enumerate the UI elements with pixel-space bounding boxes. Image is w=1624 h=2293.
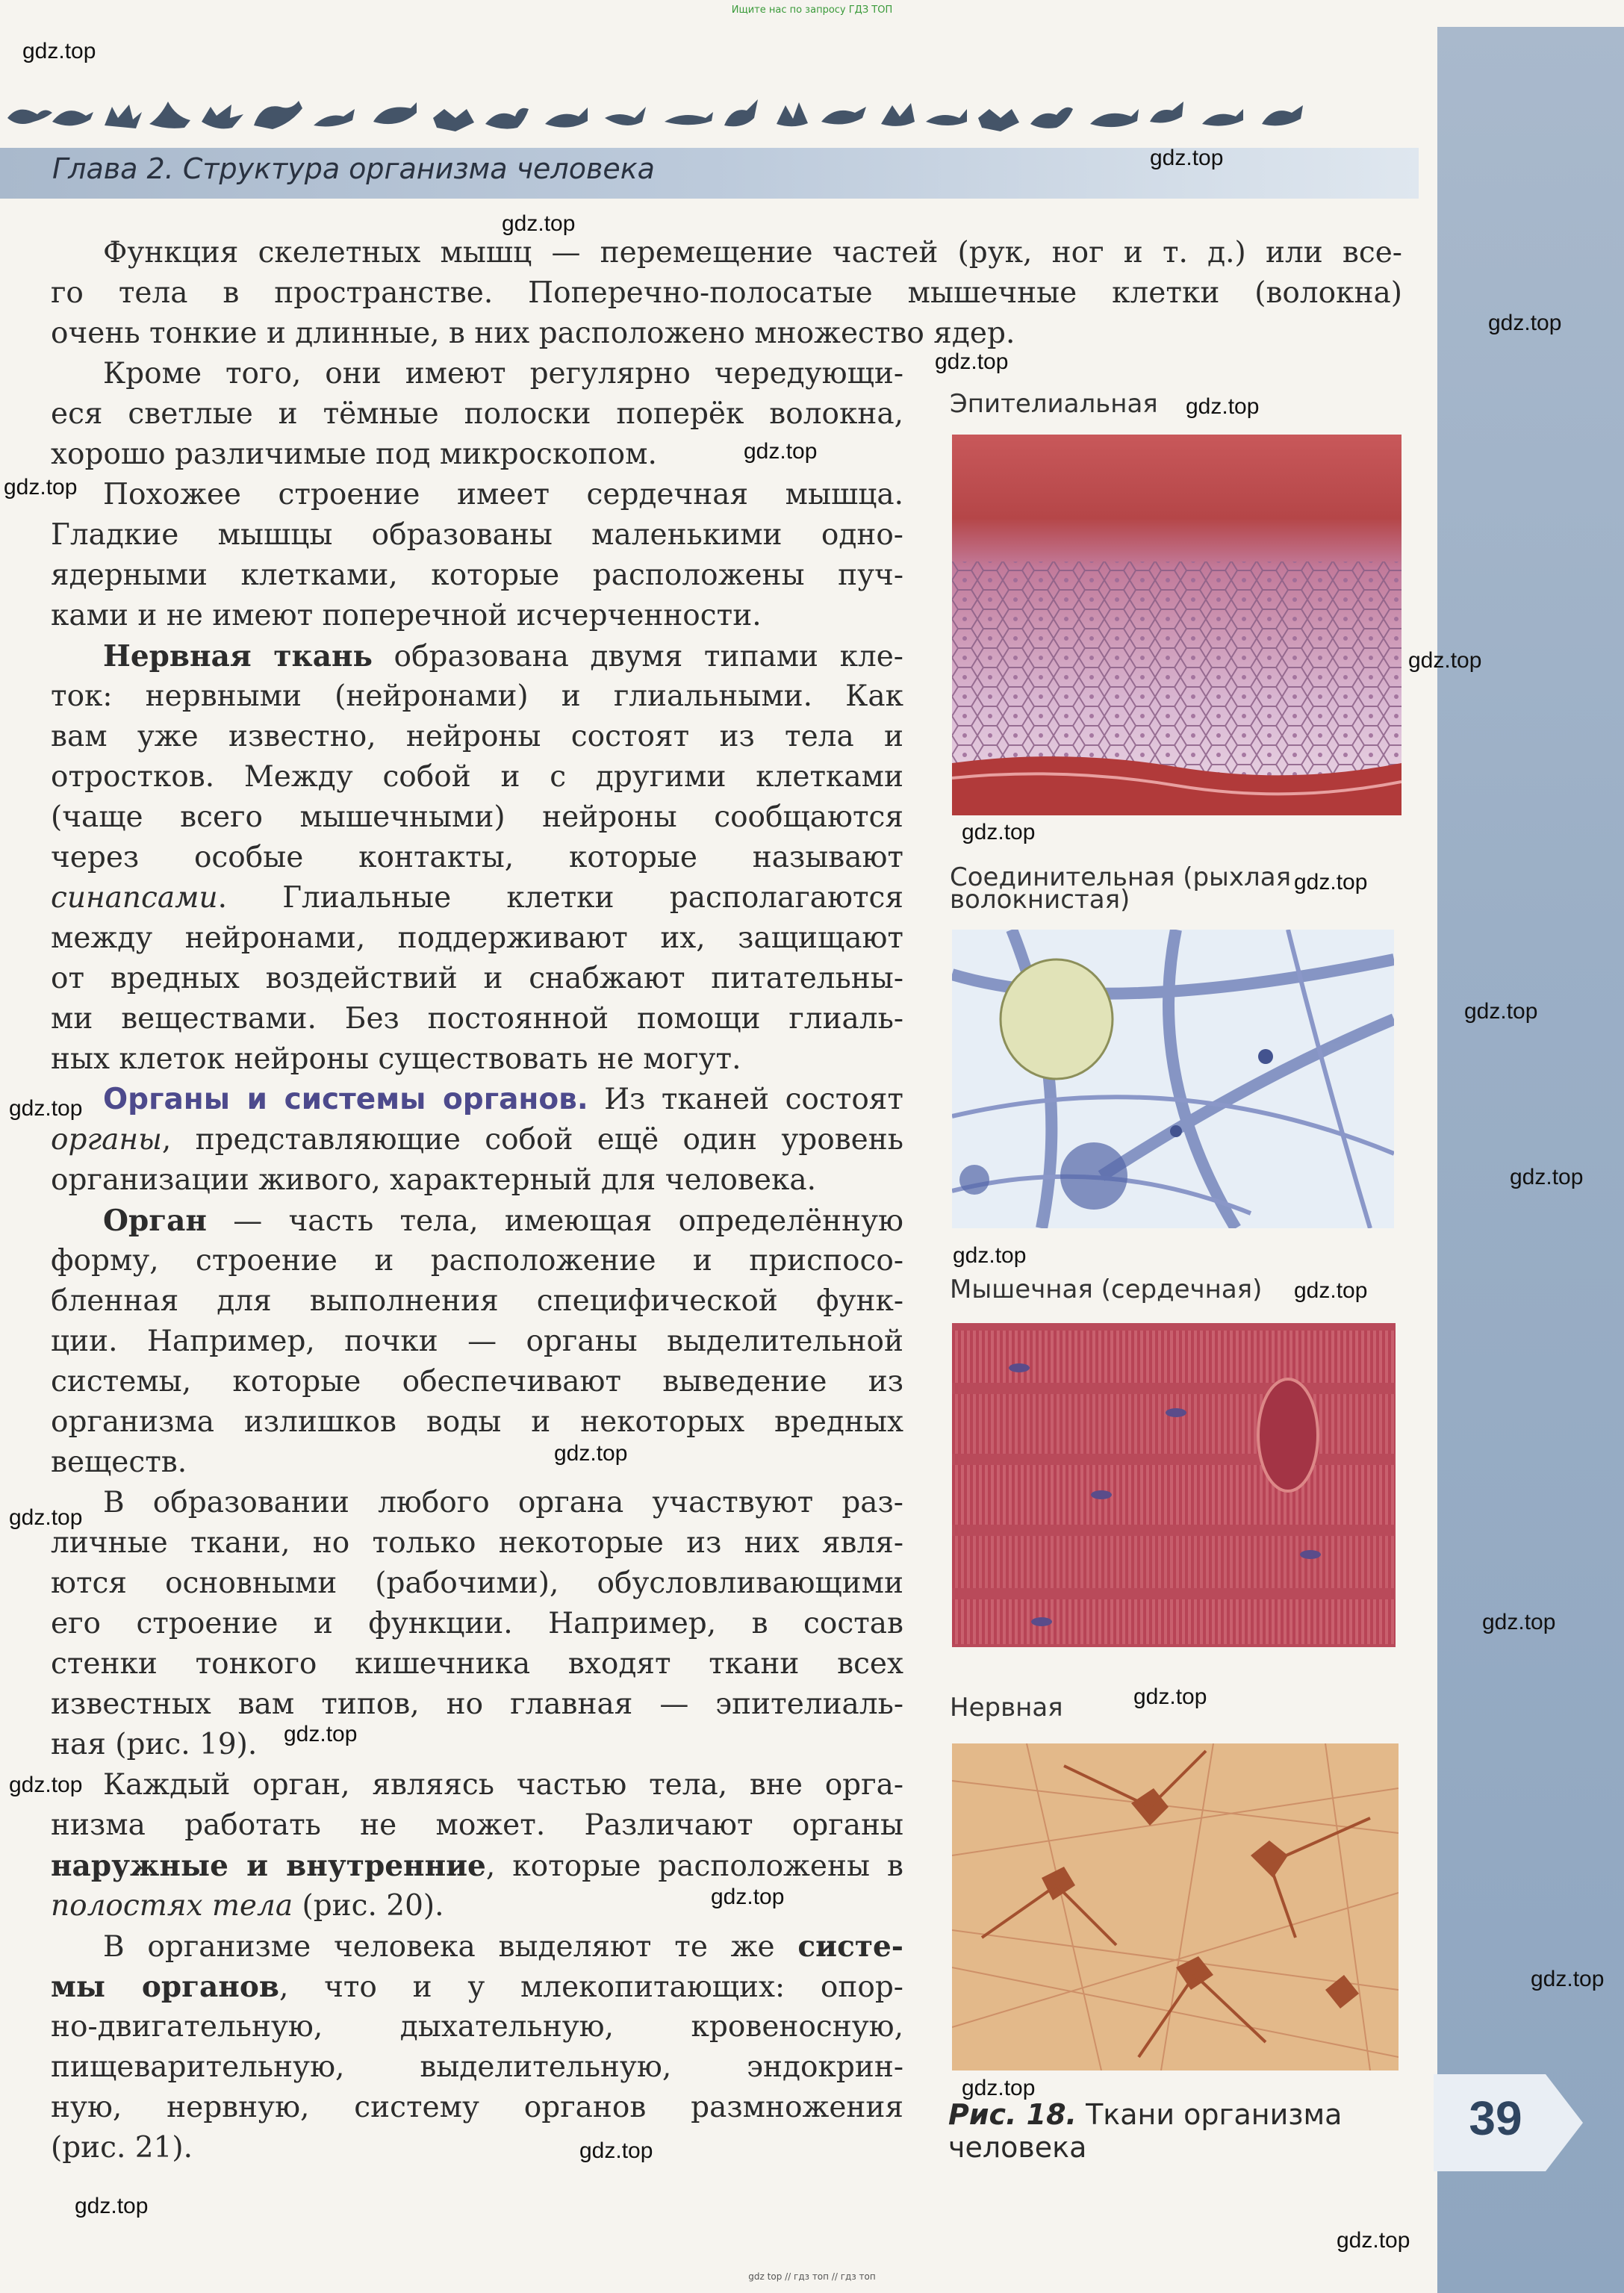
text-span: В образовании любого органа участвуют раз- bbox=[103, 1486, 903, 1519]
watermark: gdz.top bbox=[9, 1096, 83, 1121]
text-span: низма работать не может. Различают органы bbox=[51, 1808, 903, 1842]
text-span: Кроме того, они имеют регулярно чередующи- bbox=[103, 357, 903, 391]
text-span: веществ. bbox=[51, 1446, 187, 1479]
emphasis-text: Нервная ткань bbox=[103, 639, 373, 673]
watermark: gdz.top bbox=[9, 1773, 83, 1797]
text-span: отростков. Между собой и с другими клетками bbox=[51, 760, 903, 794]
text-span: системы, которые обеспечивают выведение из bbox=[51, 1365, 903, 1398]
text-span: вам уже известно, нейроны состоят из тела и bbox=[51, 720, 903, 753]
text-span: — часть тела, имеющая определённую bbox=[206, 1204, 903, 1238]
text-line bbox=[51, 314, 1402, 354]
text-line bbox=[51, 1684, 903, 1725]
text-line bbox=[51, 2088, 903, 2128]
text-span: от вредных воздействий и снабжают питательны- bbox=[51, 962, 903, 995]
watermark: gdz.top bbox=[554, 1441, 628, 1466]
text-span: Каждый орган, являясь частью тела, вне орга- bbox=[103, 1768, 903, 1802]
watermark: gdz.top bbox=[962, 2076, 1036, 2100]
text-line bbox=[51, 1120, 903, 1160]
text-span: но-двигательную, дыхательную, кровеносную, bbox=[51, 2010, 903, 2044]
text-line bbox=[51, 797, 903, 838]
watermark: gdz.top bbox=[1464, 999, 1538, 1024]
text-line bbox=[51, 354, 903, 394]
text-line bbox=[51, 1926, 903, 1967]
text-line bbox=[51, 394, 903, 435]
text-span: Функция скелетных мышц — перемещение частей (рук, ног и т. д.) или все- bbox=[103, 236, 1402, 270]
text-span: образована двумя типами кле- bbox=[373, 640, 903, 673]
label-connective-line2: волокнистая) bbox=[950, 885, 1130, 915]
text-span: , представляющие собой ещё один уровень bbox=[161, 1123, 903, 1157]
watermark: gdz.top bbox=[1482, 1610, 1556, 1634]
emphasis-text: Орган bbox=[103, 1204, 207, 1238]
text-span: Гладкие мышцы образованы маленькими одно- bbox=[51, 518, 903, 552]
figure-caption-text: Ткани организма человека bbox=[948, 2098, 1343, 2164]
figure-caption-number: Рис. 18. bbox=[948, 2098, 1077, 2131]
text-line bbox=[51, 1080, 903, 1120]
text-span: го тела в пространстве. Поперечно-полосатые мышечные клетки (волокна) bbox=[51, 276, 1402, 310]
text-line bbox=[51, 636, 903, 676]
emphasis-text: наружные и внутренние bbox=[51, 1849, 486, 1883]
text-span: через особые контакты, которые называют bbox=[51, 841, 903, 874]
text-span: ками и не имеют поперечной исчерченности. bbox=[51, 599, 762, 632]
text-span: форму, строение и расположение и приспосо- bbox=[51, 1244, 903, 1278]
text-line bbox=[51, 1564, 903, 1604]
text-span: ции. Например, почки — органы выделительной bbox=[51, 1325, 903, 1358]
watermark: gdz.top bbox=[1531, 1967, 1605, 1991]
watermark: gdz.top bbox=[953, 1243, 1027, 1268]
text-line bbox=[51, 596, 903, 636]
text-line bbox=[51, 1805, 903, 1846]
watermark: gdz.top bbox=[1408, 648, 1482, 673]
text-span: стенки тонкого кишечника входят ткани всех bbox=[51, 1647, 903, 1681]
watermark: gdz.top bbox=[1488, 311, 1562, 335]
text-span: Из тканей состоят bbox=[588, 1083, 903, 1116]
epithelial-tissue-image bbox=[952, 435, 1401, 815]
text-span: ную, нервную, систему органов размножения bbox=[51, 2091, 903, 2124]
watermark: gdz.top bbox=[4, 475, 78, 500]
text-span: ная (рис. 19). bbox=[51, 1728, 258, 1761]
text-line bbox=[51, 676, 903, 717]
text-line bbox=[51, 1725, 903, 1765]
text-line bbox=[51, 1402, 903, 1443]
text-span: между нейронами, поддерживают их, защищают bbox=[51, 921, 903, 955]
text-span: , которые расположены в bbox=[485, 1849, 903, 1883]
text-line bbox=[51, 556, 903, 596]
text-line bbox=[51, 1322, 903, 1362]
connective-tissue-image bbox=[952, 930, 1394, 1228]
watermark: gdz.top bbox=[711, 1885, 785, 1909]
text-line bbox=[51, 717, 903, 757]
watermark: gdz.top bbox=[75, 2194, 149, 2218]
text-line bbox=[51, 1241, 903, 1281]
emphasis-text: мы органов bbox=[51, 1970, 279, 2004]
emphasis-text: органы bbox=[51, 1123, 162, 1157]
figure-caption bbox=[948, 2098, 1411, 2164]
text-line bbox=[51, 1644, 903, 1684]
text-line bbox=[51, 1201, 903, 1241]
watermark: gdz.top bbox=[1337, 2228, 1410, 2253]
text-line bbox=[51, 1362, 903, 1402]
text-line bbox=[51, 918, 903, 959]
emphasis-text: Органы и системы органов. bbox=[103, 1083, 588, 1116]
label-epithelial: Эпителиальная bbox=[950, 389, 1158, 419]
watermark: gdz.top bbox=[1133, 1684, 1207, 1709]
watermark: gdz.top bbox=[962, 820, 1036, 844]
text-line bbox=[51, 515, 903, 556]
text-line bbox=[51, 1604, 903, 1644]
text-line bbox=[51, 1483, 903, 1523]
text-line bbox=[51, 878, 903, 918]
text-line bbox=[51, 1846, 903, 1886]
text-line bbox=[51, 273, 1402, 314]
watermark: gdz.top bbox=[22, 39, 96, 63]
watermark: gdz.top bbox=[1186, 394, 1260, 419]
watermark: gdz.top bbox=[1294, 1278, 1368, 1303]
text-span: , что и у млекопитающих: опор- bbox=[279, 1970, 903, 2004]
emphasis-text: синапсами bbox=[51, 881, 218, 915]
watermark: gdz.top bbox=[579, 2138, 653, 2163]
nervous-tissue-image bbox=[952, 1743, 1399, 2070]
watermark: gdz.top bbox=[935, 349, 1009, 374]
text-line bbox=[51, 1967, 903, 2007]
text-line bbox=[51, 1160, 903, 1201]
text-line bbox=[51, 1281, 903, 1322]
label-connective-line1: Соединительная (рыхлая bbox=[950, 862, 1292, 892]
text-span: пищеварительную, выделительную, эндокрин- bbox=[51, 2050, 903, 2084]
text-span: (рис. 21). bbox=[51, 2131, 193, 2165]
watermark: gdz.top bbox=[744, 439, 818, 464]
text-line bbox=[51, 1765, 903, 1805]
top-banner: Ищите нас по запросу ГДЗ ТОП bbox=[731, 4, 893, 16]
emphasis-text: полостях тела bbox=[51, 1889, 293, 1923]
watermark: gdz.top bbox=[1294, 870, 1368, 895]
watermark: gdz.top bbox=[1150, 146, 1224, 170]
text-span: бленная для выполнения специфической функ- bbox=[51, 1284, 903, 1318]
emphasis-text: систе- bbox=[797, 1929, 903, 1964]
text-span: (рис. 20). bbox=[293, 1889, 444, 1923]
text-span: ных клеток нейроны существовать не могут. bbox=[51, 1042, 741, 1076]
text-line bbox=[51, 1523, 903, 1564]
text-line bbox=[51, 959, 903, 999]
cardiac-muscle-tissue-image bbox=[952, 1323, 1396, 1647]
text-line bbox=[51, 838, 903, 878]
text-span: В организме человека выделяют те же bbox=[103, 1930, 798, 1964]
text-span: ток: нервными (нейронами) и глиальными. Как bbox=[51, 679, 903, 713]
text-line bbox=[51, 999, 903, 1039]
text-span: еся светлые и тёмные полоски поперёк волокна, bbox=[51, 397, 903, 431]
text-span: организации живого, характерный для человека. bbox=[51, 1163, 816, 1197]
watermark: gdz.top bbox=[284, 1722, 358, 1746]
text-span: организма излишков воды и некоторых вредных bbox=[51, 1405, 903, 1439]
text-line bbox=[51, 233, 1402, 273]
label-nervous: Нервная bbox=[950, 1693, 1063, 1723]
text-line bbox=[51, 2007, 903, 2047]
text-span: очень тонкие и длинные, в них расположено множество ядер. bbox=[51, 317, 1015, 350]
text-span: его строение и функции. Например, в состав bbox=[51, 1607, 903, 1640]
text-span: (чаще всего мышечными) нейроны сообщаются bbox=[51, 800, 903, 834]
text-line bbox=[51, 757, 903, 797]
text-line bbox=[51, 475, 903, 515]
animal-silhouette-strip bbox=[0, 88, 1344, 148]
text-line bbox=[51, 2047, 903, 2088]
text-span: ются основными (рабочими), обусловливающими bbox=[51, 1566, 903, 1600]
text-span: хорошо различимые под микроскопом. bbox=[51, 438, 657, 471]
text-span: известных вам типов, но главная — эпителиаль- bbox=[51, 1687, 903, 1721]
text-line bbox=[51, 1443, 903, 1483]
text-line bbox=[51, 2128, 903, 2168]
watermark: gdz.top bbox=[502, 211, 576, 236]
text-span: личные ткани, но только некоторые из них явля- bbox=[51, 1526, 903, 1560]
text-line bbox=[51, 1039, 903, 1080]
chapter-title: Глава 2. Структура организма человека bbox=[52, 152, 655, 185]
text-span: Похожее строение имеет сердечная мышца. bbox=[103, 478, 903, 511]
text-span: . Глиальные клетки располагаются bbox=[217, 881, 903, 915]
text-span: ядерными клетками, которые расположены пуч- bbox=[51, 559, 903, 592]
watermark: gdz.top bbox=[1510, 1165, 1584, 1189]
page-number: 39 bbox=[1469, 2091, 1522, 2145]
side-stripe bbox=[1437, 27, 1624, 2293]
watermark: gdz.top bbox=[9, 1505, 83, 1530]
text-span: ми веществами. Без постоянной помощи глиаль- bbox=[51, 1002, 903, 1036]
bottom-banner: gdz top // гдз топ // гдз топ bbox=[748, 2271, 876, 2282]
label-muscle: Мышечная (сердечная) bbox=[950, 1275, 1263, 1304]
